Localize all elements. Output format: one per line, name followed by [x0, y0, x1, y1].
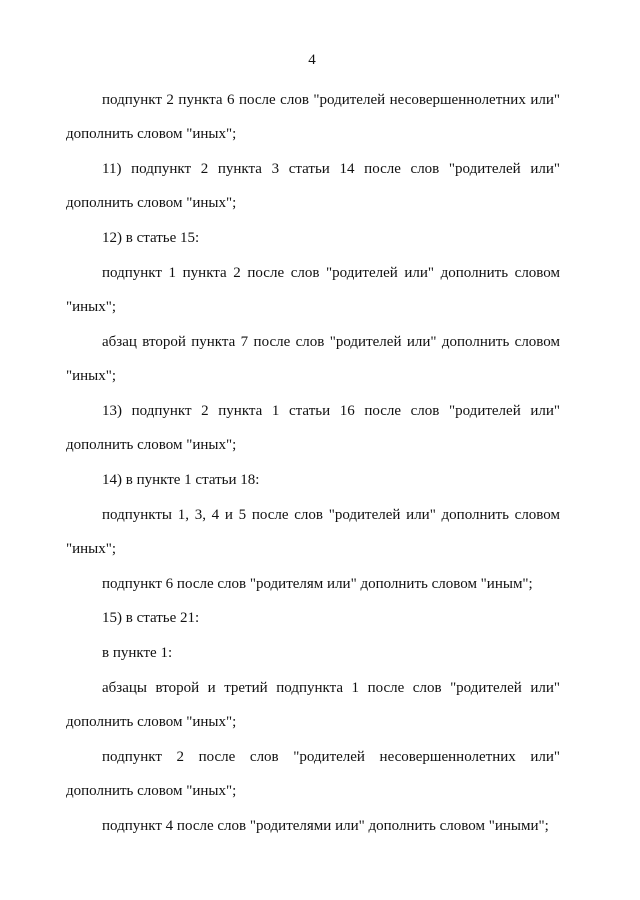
text-line: "иных"; — [66, 368, 117, 384]
text-line: абзацы второй и третий подпункта 1 после слов "родителей или" — [102, 680, 560, 696]
text-line: "иных"; — [66, 541, 117, 557]
text-line: дополнить словом "иных"; — [66, 783, 237, 799]
text-line: в пункте 1: — [102, 645, 173, 661]
text-line: дополнить словом "иных"; — [66, 126, 237, 142]
text-line: подпункты 1, 3, 4 и 5 после слов "родителей или" дополнить словом — [102, 507, 560, 523]
text-line: подпункт 2 пункта 6 после слов "родителей несовершеннолетних или" — [102, 92, 560, 108]
page-number: 4 — [308, 52, 316, 68]
text-line: подпункт 6 после слов "родителям или" дополнить словом "иным"; — [102, 576, 533, 592]
text-line: дополнить словом "иных"; — [66, 195, 237, 211]
text-line: подпункт 2 после слов "родителей несовершеннолетних или" — [102, 749, 560, 765]
text-line: 13) подпункт 2 пункта 1 статьи 16 после слов "родителей или" — [102, 403, 560, 419]
text-line: абзац второй пункта 7 после слов "родителей или" дополнить словом — [102, 334, 560, 350]
text-line: подпункт 1 пункта 2 после слов "родителей или" дополнить словом — [102, 265, 560, 281]
text-line: дополнить словом "иных"; — [66, 437, 237, 453]
text-line: "иных"; — [66, 299, 117, 315]
text-line: 12) в статье 15: — [102, 230, 200, 246]
text-line: 14) в пункте 1 статьи 18: — [102, 472, 260, 488]
text-line: 11) подпункт 2 пункта 3 статьи 14 после слов "родителей или" — [102, 161, 560, 177]
text-line: дополнить словом "иных"; — [66, 714, 237, 730]
text-line: 15) в статье 21: — [102, 610, 200, 626]
text-line: подпункт 4 после слов "родителями или" дополнить словом "иными"; — [102, 818, 549, 834]
